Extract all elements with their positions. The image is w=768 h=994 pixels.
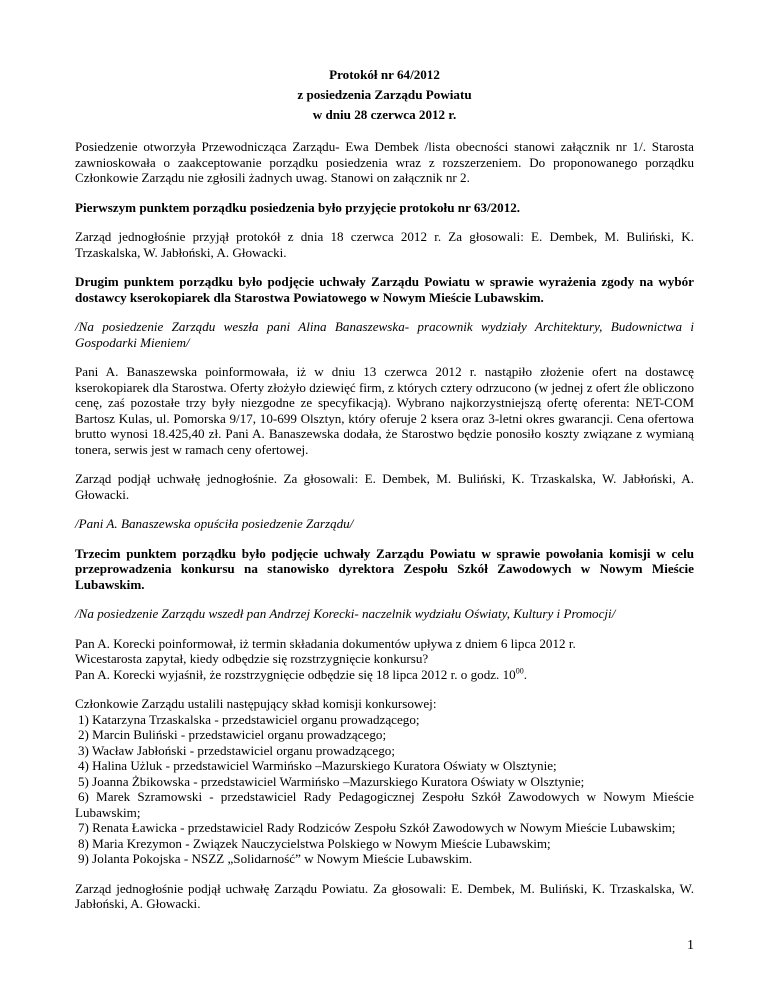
agenda-item-3-vote: Zarząd jednogłośnie podjął uchwałę Zarządu Powiatu. Za głosowali: E. Dembek, M. Buliński, K. Trzaskalska, W. Jabłoński, A. Głowacki.: [75, 880, 694, 911]
list-item: 2) Marcin Buliński - przedstawiciel organu prowadzącego;: [78, 727, 387, 742]
attendance-note-2: /Pani A. Banaszewska opuściła posiedzenie Zarządu/: [75, 516, 354, 531]
committee-intro: Członkowie Zarządu ustalili następujący skład komisji konkursowej:: [75, 696, 437, 711]
agenda-item-2-vote: Zarząd podjął uchwałę jednogłośnie. Za głosowali: E. Dembek, M. Buliński, K. Trzaskalska, W. Jabłoński, A. Głowacki.: [75, 471, 694, 502]
agenda-item-3-heading: Trzecim punktem porządku było podjęcie uchwały Zarządu Powiatu w sprawie powołania komisji w celu przeprowadzenia konkursu na stanowisko dyrektora Zespołu Szkół Zawodowych w Nowym Mieście Lubawskim.: [75, 545, 694, 592]
list-item: 3) Wacław Jabłoński - przedstawiciel organu prowadzącego;: [78, 742, 395, 758]
attendance-note-1: /Na posiedzenie Zarządu weszła pani Alina Banaszewska- pracownik wydziały Architektury, Budownictwa i Gospodarki Mieniem/: [75, 319, 694, 350]
list-item: 7) Renata Ławicka - przedstawiciel Rady Rodziców Zespołu Szkół Zawodowych w Nowym Mieście Lubawskim;: [78, 820, 676, 835]
agenda-item-3-discussion: [75, 636, 694, 683]
discussion-line-3: Pan A. Korecki wyjaśnił, że rozstrzygnięcie odbędzie się 18 lipca 2012 r. o godz. $10^{00}$.: [75, 666, 527, 682]
meeting-date: w dniu 28 czerwca 2012 r.: [312, 107, 457, 122]
agenda-item-2-heading: Drugim punktem porządku było podjęcie uchwały Zarządu Powiatu w sprawie wyrażenia zgody na wybór dostawcy kserokopiarek dla Starostwa Powiatowego w Nowym Mieście Lubawskim.: [75, 274, 694, 305]
list-item: 6) Marek Szramowski - przedstawiciel Rady Pedagogicznej Zespołu Szkół Zawodowych w Nowym Mieście Lubawskim;: [75, 789, 694, 820]
attendance-note-3: /Na posiedzenie Zarządu wszedł pan Andrzej Korecki- naczelnik wydziału Oświaty, Kultury i Promocji/: [75, 606, 616, 621]
list-item: 8) Maria Krezymon - Związek Nauczycielstwa Polskiego w Nowym Mieście Lubawskim;: [78, 835, 551, 851]
list-item: 5) Joanna Żbikowska - przedstawiciel Warmińsko –Mazurskiego Kuratora Oświaty w Olsztynie;: [78, 773, 585, 789]
list-item: 1) Katarzyna Trzaskalska - przedstawiciel organu prowadzącego;: [78, 711, 420, 727]
discussion-line-2: Wicestarosta zapytał, kiedy odbędzie się rozstrzygnięcie konkursu?: [75, 651, 429, 666]
agenda-item-1-heading: Pierwszym punktem porządku posiedzenia było przyjęcie protokołu nr 63/2012.: [75, 199, 521, 215]
title-block: [75, 65, 694, 125]
time-superscript: 00: [515, 666, 524, 676]
opening-paragraph: Posiedzenie otworzyła Przewodnicząca Zarządu- Ewa Dembek /lista obecności stanowi załącznik nr 1/. Starosta zawnioskowała o zaakceptowanie porządku posiedzenia wraz z rozszerzeniem. Do proponowanego porządku Członkowie Zarządu nie zgłosili żadnych uwag. Stanowi on załącznik nr 2.: [75, 139, 694, 185]
document-page: [75, 55, 694, 926]
agenda-item-1-vote: Zarząd jednogłośnie przyjął protokół z dnia 18 czerwca 2012 r. Za głosowali: E. Dembek, M. Buliński, K. Trzaskalska, W. Jabłoński, A. Głowacki.: [75, 229, 694, 260]
committee-members-list: [75, 712, 694, 867]
agenda-item-2-report: Pani A. Banaszewska poinformowała, iż w dniu 13 czerwca 2012 r. nastąpiło złożenie ofert na dostawcę kserokopiarek dla Starostwa. Oferty złożyło dziewięć firm, z których cztery odrzucono (w jednej z ofert źle obliczono cenę, zaś pozostałe trzy były niezgodne ze specyfikacją). Wybrano najkorzystniejszą ofertę oferenta: NET-COM Bartosz Kulas, ul. Pomorska 9/17, 10-699 Olsztyn, który oferuje 2 ksera oraz 3-letni okres gwarancji. Cena ofertowa brutto wynosi 18.425,40 zł. Pani A. Banaszewska dodała, że Starostwo będzie ponosiło koszty związane z wymianą tonera, serwis jest w ramach ceny ofertowej.: [75, 364, 694, 457]
discussion-line-1: Pan A. Korecki poinformował, iż termin składania dokumentów upływa z dniem 6 lipca 2012 r.: [75, 635, 576, 651]
committee-section: [75, 696, 694, 867]
list-item: 4) Halina Użluk - przedstawiciel Warmińsko –Mazurskiego Kuratora Oświaty w Olsztynie;: [78, 758, 557, 773]
page-number: 1: [687, 938, 694, 953]
protocol-title: Protokół nr 64/2012: [329, 67, 440, 82]
meeting-subtitle: z posiedzenia Zarządu Powiatu: [297, 87, 472, 102]
list-item: 9) Jolanta Pokojska - NSZZ „Solidarność” w Nowym Mieście Lubawskim.: [78, 851, 473, 866]
